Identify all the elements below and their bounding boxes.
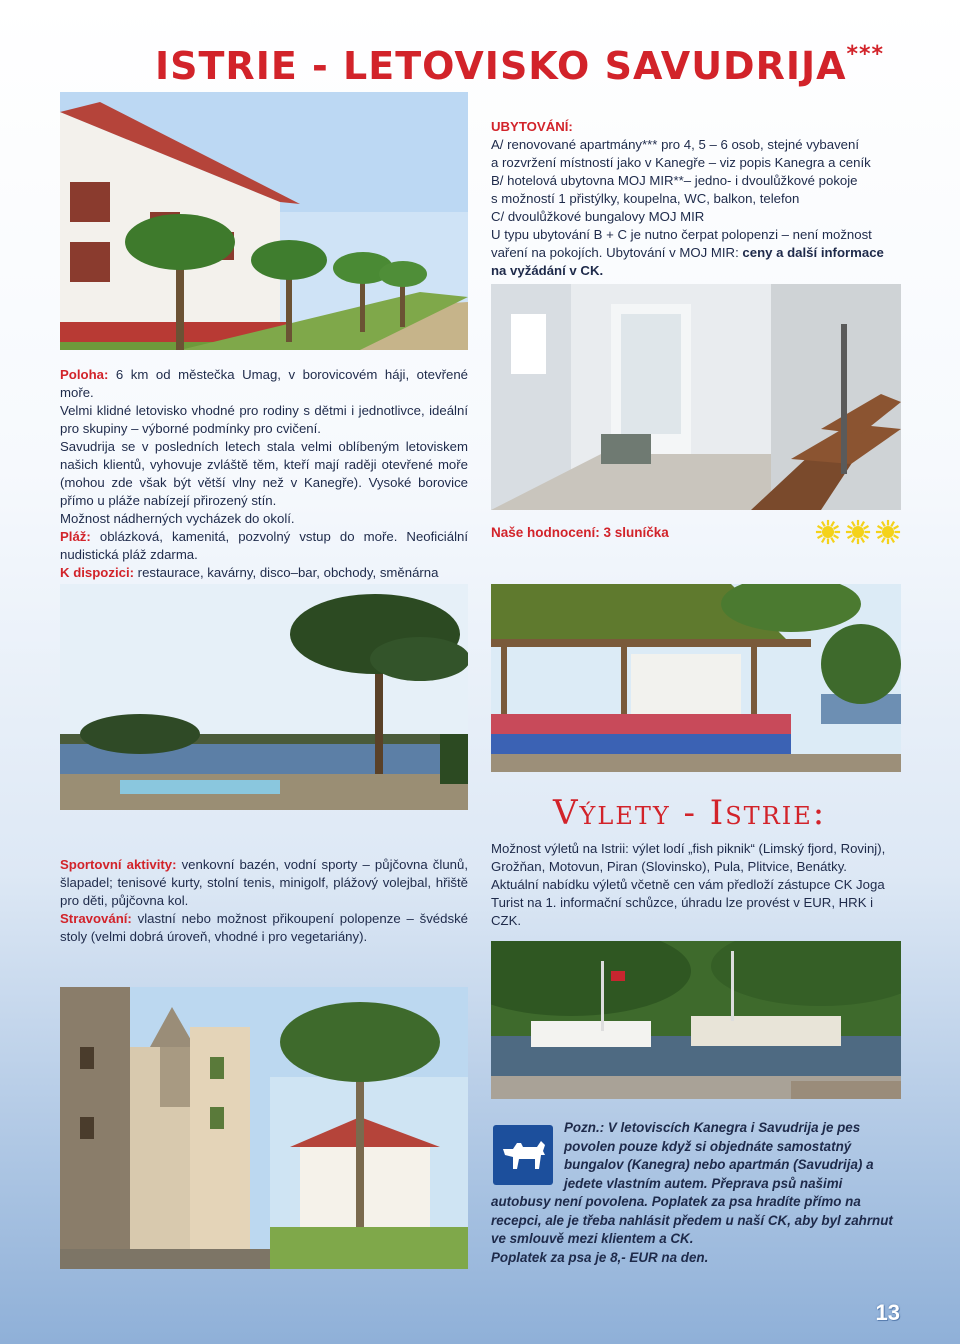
rating-row [491, 524, 901, 548]
accommodation-line: C/ dvoulůžkové bungalovy MOJ MIR [491, 209, 705, 224]
sun-icon [815, 519, 841, 545]
pet-note-label: Pozn.: [564, 1120, 605, 1135]
photo-restaurant-terrace [491, 584, 901, 772]
beach-text: oblázková, kamenitá, pozvolný vstup do moře. Neoficiální nudistická pláž zdarma. [60, 529, 468, 562]
page-number: 13 [875, 1300, 900, 1325]
sun-icon [845, 519, 871, 545]
accommodation-line: a rozvržení místností jako v Kanegře – viz popis Kanegra a ceník [491, 155, 871, 170]
photo-apartment-interior [491, 284, 901, 510]
page-title [155, 44, 884, 88]
beach-label: Pláž: [60, 529, 91, 544]
photo-marina [491, 941, 901, 1099]
description-paragraph: Savudrija se v posledních letech stala velmi oblíbeným letoviskem našich klientů, vyhovuje zvláště těm, kteří mají raději otevřené moře (mohou zde však být větší vlny než v Kanegře). Vysoké borovice přímo u pláže nabízejí přirozený stín. [60, 439, 468, 508]
description-section [60, 366, 468, 582]
accommodation-line: vaření na pokojích. Ubytování v MOJ MIR: [491, 245, 739, 260]
accommodation-line: A/ renovované apartmány*** pro 4, 5 – 6 osob, stejné vybavení [491, 137, 860, 152]
pet-fee: Poplatek za psa je 8,- EUR na den. [491, 1249, 709, 1265]
description-paragraph: Velmi klidné letovisko vhodné pro rodiny s dětmi i jednotlivce, ideální pro skupiny – výborné podmínky pro cvičení. [60, 403, 468, 436]
rating-text: Naše hodnocení: 3 sluníčka [491, 525, 669, 540]
trips-paragraph: Možnost výletů na Istrii: výlet lodí „fish piknik“ (Limský fjord, Rovinj), Grožňan, Motovun, Piran (Slovinsko), Pula, Plitvice, Benátky. [491, 841, 886, 874]
sports-text: venkovní bazén, vodní sporty – půjčovna člunů, šlapadel; tenisové kurty, stolní tenis, minigolf, plážový volejbal, hřiště pro děti, půjčovna kol. [60, 857, 468, 908]
accommodation-label: UBYTOVÁNÍ: [491, 119, 573, 134]
pet-note-section [491, 1119, 903, 1269]
photo-old-town [60, 987, 468, 1269]
dining-text: vlastní nebo možnost přikoupení polopenze – švédské stoly (velmi dobrá úroveň, vhodné i pro vegetariány). [60, 911, 469, 944]
trips-section [491, 840, 903, 930]
title-stars: *** [846, 42, 885, 67]
accommodation-line: B/ hotelová ubytovna MOJ MIR**– jedno- i dvoulůžkové pokoje [491, 173, 858, 188]
photo-apartment-buildings [60, 92, 468, 350]
location-label: Poloha: [60, 367, 109, 382]
location-text: 6 km od městečka Umag, v borovicovém háji, otevřené moře. [60, 367, 468, 400]
rating-suns [811, 519, 901, 547]
trips-title: Výlety - Istrie: [553, 793, 827, 833]
photo-beach-pine [60, 584, 468, 810]
sports-dining-section [60, 856, 468, 946]
pet-note-text [491, 1119, 903, 1267]
pet-note-body: V letoviscích Kanegra i Savudrija je pes povolen pouze když si objednáte samostatný bungalov (Kanegra) nebo apartmán (Savudrija) a jedete vlastním autem. Přeprava psů našimi autobusy není povolena. Poplatek za psa hradíte přímo na recepci, ale je třeba nahlásit předem u naší CK, aby byl zahrnut ve smlouvě mezi klientem a CK. [491, 1120, 893, 1246]
accommodation-line: s možností 1 přistýlky, koupelna, WC, balkon, telefon [491, 191, 800, 206]
facilities-text: restaurace, kavárny, disco–bar, obchody, směnárna [137, 565, 439, 580]
sports-label: Sportovní aktivity: [60, 857, 177, 872]
trips-paragraph: Aktuální nabídku výletů včetně cen vám předloží zástupce CK Joga Turist na 1. informační schůzce, úhradu lze provést v EUR, HRK i CZK. [491, 877, 885, 928]
accommodation-bold-note: ceny a další informace na vyžádání v CK. [491, 245, 884, 278]
description-paragraph: Možnost nádherných vycházek do okolí. [60, 511, 295, 526]
accommodation-section [491, 118, 901, 280]
sun-icon [875, 519, 901, 545]
facilities-label: K dispozici: [60, 565, 134, 580]
title-text: ISTRIE - LETOVISKO SAVUDRIJA [155, 44, 847, 88]
accommodation-line: U typu ubytování B + C je nutno čerpat polopenzi – není možnost [491, 227, 872, 242]
dining-label: Stravování: [60, 911, 132, 926]
